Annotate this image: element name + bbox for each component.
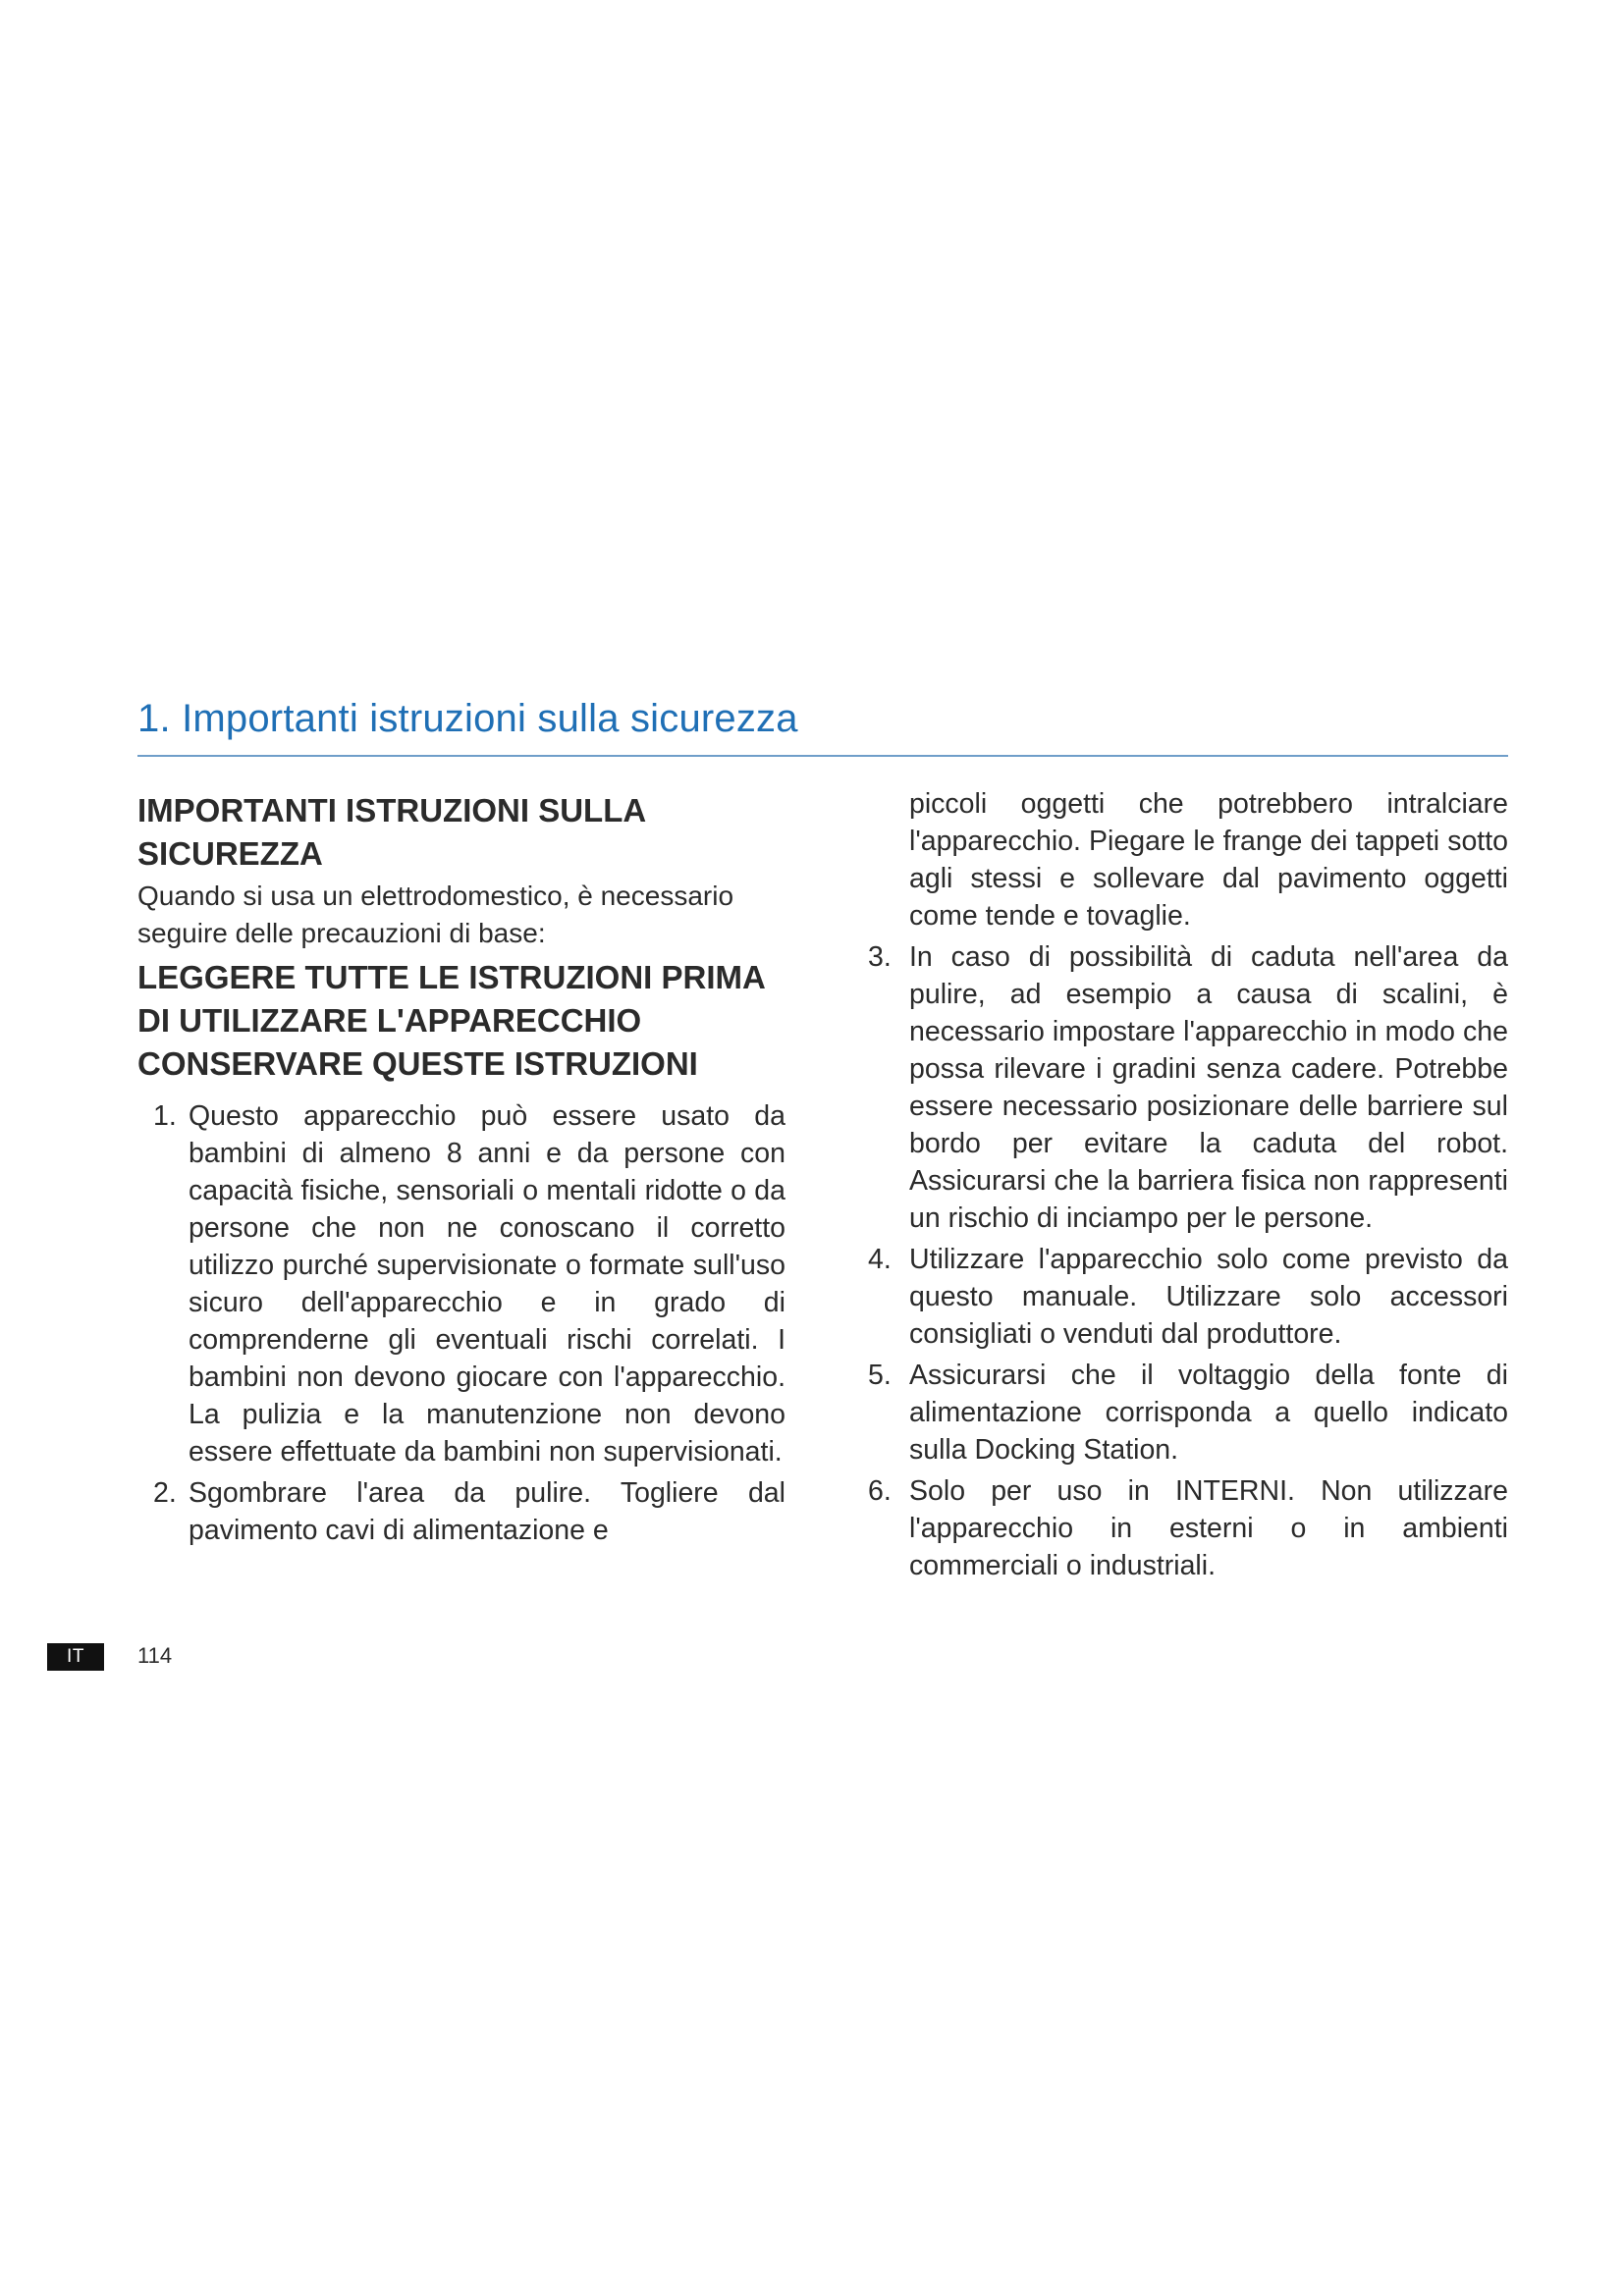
list-item — [137, 1474, 785, 1549]
list-item-number: 2. — [153, 1477, 177, 1509]
list-item — [864, 1357, 1508, 1468]
list-item — [864, 1241, 1508, 1353]
warning-keep-instructions: CONSERVARE QUESTE ISTRUZIONI — [137, 1045, 698, 1082]
list-item-text: Assicurarsi che il voltaggio della fonte di alimentazione corrisponda a quello indicato sulla Docking Station. — [909, 1360, 1508, 1466]
title-divider — [137, 755, 1508, 757]
list-item-number: 3. — [868, 941, 892, 973]
right-column — [864, 785, 1508, 1588]
list-item-text: Sgombrare l'area da pulire. Togliere dal pavimento cavi di alimentazione e — [189, 1477, 785, 1546]
list-item-number: 5. — [868, 1360, 892, 1391]
section-title: 1. Importanti istruzioni sulla sicurezza — [137, 697, 798, 740]
safety-heading: IMPORTANTI ISTRUZIONI SULLA SICUREZZA — [137, 792, 645, 872]
page-number: 114 — [137, 1643, 173, 1668]
list-item-continuation: piccoli oggetti che potrebbero intralciare l'apparecchio. Piegare le frange dei tappeti sotto agli stessi e sollevare dal pavimento oggetti come tende e tovaglie. — [909, 788, 1508, 932]
safety-list-right — [864, 938, 1508, 1584]
list-item — [864, 1472, 1508, 1584]
list-item-text: Utilizzare l'apparecchio solo come previsto da questo manuale. Utilizzare solo accessori consigliati o venduti dal produttore. — [909, 1244, 1508, 1350]
language-badge: IT — [47, 1643, 104, 1671]
list-item-text: Solo per uso in INTERNI. Non utilizzare l'apparecchio in esterni o in ambienti commerciali o industriali. — [909, 1475, 1508, 1581]
warning-read-instructions: LEGGERE TUTTE LE ISTRUZIONI PRIMA DI UTILIZZARE L'APPARECCHIO — [137, 959, 765, 1039]
intro-text: Quando si usa un elettrodomestico, è necessario seguire delle precauzioni di base: — [137, 881, 734, 948]
list-item — [864, 938, 1508, 1237]
safety-list-left — [137, 1097, 785, 1549]
list-item — [137, 1097, 785, 1470]
list-item-number: 1. — [153, 1100, 177, 1132]
list-item-number: 6. — [868, 1475, 892, 1507]
list-item-text: Questo apparecchio può essere usato da bambini di almeno 8 anni e da persone con capacità fisiche, sensoriali o mentali ridotte o da persone che non ne conoscano il corretto utilizzo purché supervisionate o formate sull'uso sicuro dell'apparecchio e in grado di comprenderne gli eventuali rischi correlati. I bambini non devono giocare con l'apparecchio. La pulizia e la manutenzione non devono essere effettuate da bambini non supervisionati. — [189, 1100, 785, 1468]
left-column — [137, 785, 785, 1553]
list-item-number: 4. — [868, 1244, 892, 1275]
list-item-text: In caso di possibilità di caduta nell'area da pulire, ad esempio a causa di scalini, è necessario impostare l'apparecchio in modo che possa rilevare i gradini senza cadere. Potrebbe essere necessario posizionare delle barriere sul bordo per evitare la caduta del robot. Assicurarsi che la barriera fisica non rappresenti un rischio di inciampo per le persone. — [909, 941, 1508, 1234]
